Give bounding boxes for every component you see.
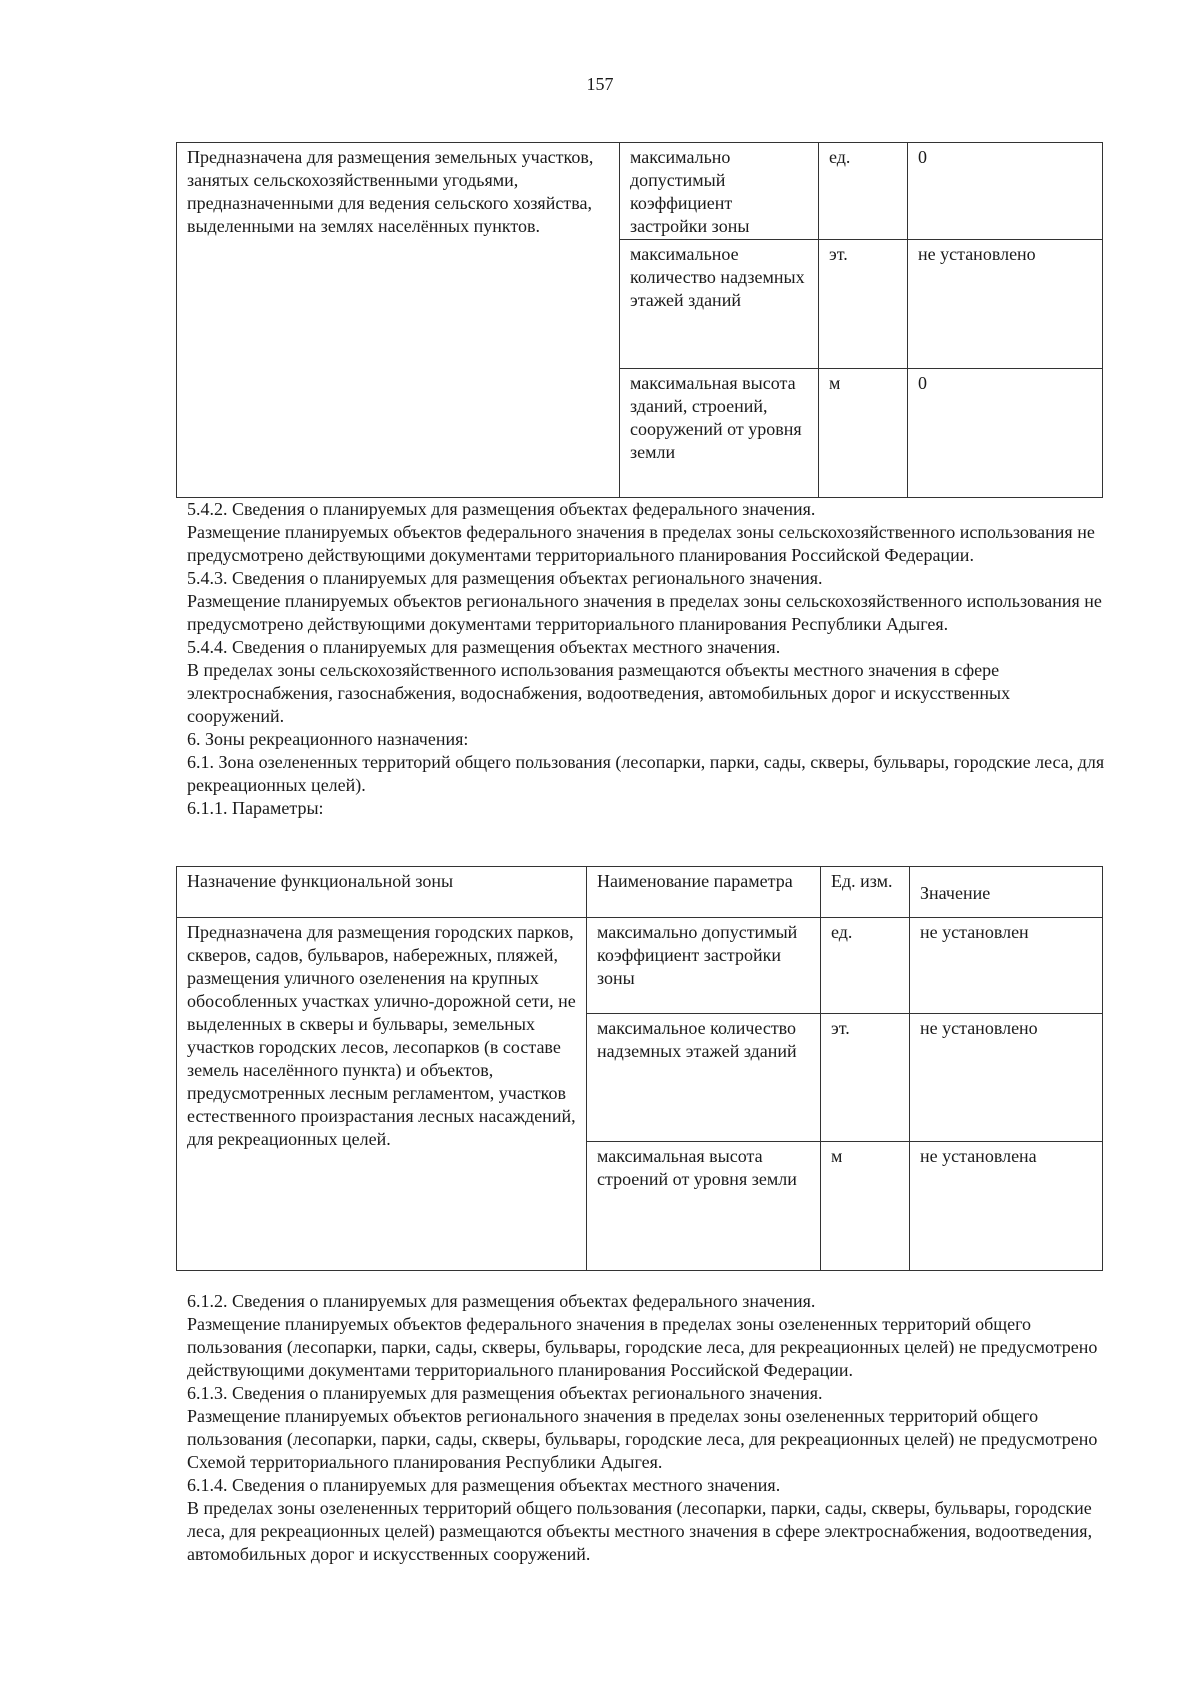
value-cell: 0 bbox=[908, 369, 1103, 498]
table-row bbox=[177, 918, 1103, 1014]
header-cell: Ед. изм. bbox=[821, 867, 910, 918]
paragraph: В пределах зоны сельскохозяйственного использования размещаются объекты местного значения в сфере электроснабжения, газоснабжения, водоснабжения, водоотведения, автомобильных дорог и искусственных сооружений. bbox=[187, 660, 1011, 726]
parameter-name-cell: максимально допустимый коэффициент застройки зоны bbox=[620, 143, 819, 240]
paragraph: Размещение планируемых объектов регионального значения в пределах зоны сельскохозяйственного использования не предусмотрено действующими документами территориального планирования Республики Адыгея. bbox=[187, 591, 1102, 634]
value-cell: 0 bbox=[908, 143, 1103, 240]
section-heading: 6.1.3. Сведения о планируемых для размещения объектах регионального значения. bbox=[187, 1383, 823, 1403]
value-cell: не установлено bbox=[910, 1014, 1103, 1142]
unit-cell: ед. bbox=[821, 918, 910, 1014]
section-heading: 5.4.3. Сведения о планируемых для размещения объектах регионального значения. bbox=[187, 568, 823, 588]
parameter-name-cell: максимальное количество надземных этажей зданий bbox=[620, 240, 819, 369]
zone-description-cell: Предназначена для размещения земельных участков, занятых сельскохозяйственными угодьями, предназначенными для ведения сельского хозяйства, выделенными на землях населённых пунктов. bbox=[177, 143, 620, 498]
section-heading: 5.4.2. Сведения о планируемых для размещения объектах федерального значения. bbox=[187, 499, 816, 519]
table-header-row bbox=[177, 867, 1103, 918]
paragraph: В пределах зоны озелененных территорий общего пользования (лесопарки, парки, сады, скверы, бульвары, городские леса, для рекреационных целей) размещаются объекты местного значения в сфере электроснабжения, водоотведения, автомобильных дорог и искусственных сооружений. bbox=[187, 1498, 1093, 1564]
section-heading: 6.1.4. Сведения о планируемых для размещения объектах местного значения. bbox=[187, 1475, 781, 1495]
unit-cell: м bbox=[821, 1142, 910, 1271]
page-number: 157 bbox=[586, 74, 614, 94]
header-cell: Значение bbox=[910, 867, 1103, 918]
zone-description-cell: Предназначена для размещения городских парков, скверов, садов, бульваров, набережных, пляжей, размещения уличного озеленения на крупных обособленных участках улично-дорожной сети, не выделенных в скверы и бульвары, земельных участков городских лесов, лесопарков (в составе земель населённого пункта) и объектов, предусмотренных лесным регламентом, участков естественного произрастания лесных насаждений, для рекреационных целей. bbox=[177, 918, 587, 1271]
paragraph: Размещение планируемых объектов федерального значения в пределах зоны озелененных территорий общего пользования (лесопарки, парки, сады, скверы, бульвары, городские леса, для рекреационных целей) не предусмотрено действующими документами территориального планирования Российской Федерации. bbox=[187, 1314, 1098, 1380]
section-heading: 6. Зоны рекреационного назначения: bbox=[187, 729, 469, 749]
section-heading: 6.1.2. Сведения о планируемых для размещения объектах федерального значения. bbox=[187, 1291, 816, 1311]
unit-cell: м bbox=[819, 369, 908, 498]
parameter-name-cell: максимально допустимый коэффициент застройки зоны bbox=[587, 918, 821, 1014]
value-cell: не установлен bbox=[910, 918, 1103, 1014]
section-5-4-text bbox=[187, 498, 1107, 820]
value-cell: не установлено bbox=[908, 240, 1103, 369]
header-cell: Наименование параметра bbox=[587, 867, 821, 918]
agricultural-zone-parameters-table bbox=[176, 142, 1103, 498]
section-heading: 6.1.1. Параметры: bbox=[187, 798, 324, 818]
parameter-name-cell: максимальная высота строений от уровня земли bbox=[587, 1142, 821, 1271]
table-row bbox=[177, 143, 1103, 240]
header-cell: Назначение функциональной зоны bbox=[177, 867, 587, 918]
unit-cell: ед. bbox=[819, 143, 908, 240]
parameter-name-cell: максимальная высота зданий, строений, сооружений от уровня земли bbox=[620, 369, 819, 498]
unit-cell: эт. bbox=[819, 240, 908, 369]
paragraph: 6.1. Зона озелененных территорий общего пользования (лесопарки, парки, сады, скверы, бульвары, городские леса, для рекреационных целей). bbox=[187, 752, 1105, 795]
paragraph: Размещение планируемых объектов федерального значения в пределах зоны сельскохозяйственного использования не предусмотрено действующими документами территориального планирования Российской Федерации. bbox=[187, 522, 1095, 565]
value-cell: не установлена bbox=[910, 1142, 1103, 1271]
recreational-zone-parameters-table bbox=[176, 866, 1103, 1271]
unit-cell: эт. bbox=[821, 1014, 910, 1142]
section-6-1-text bbox=[187, 1290, 1107, 1566]
paragraph: Размещение планируемых объектов регионального значения в пределах зоны озелененных территорий общего пользования (лесопарки, парки, сады, скверы, бульвары, городские леса, для рекреационных целей) не предусмотрено Схемой территориального планирования Республики Адыгея. bbox=[187, 1406, 1098, 1472]
parameter-name-cell: максимальное количество надземных этажей зданий bbox=[587, 1014, 821, 1142]
section-heading: 5.4.4. Сведения о планируемых для размещения объектах местного значения. bbox=[187, 637, 781, 657]
